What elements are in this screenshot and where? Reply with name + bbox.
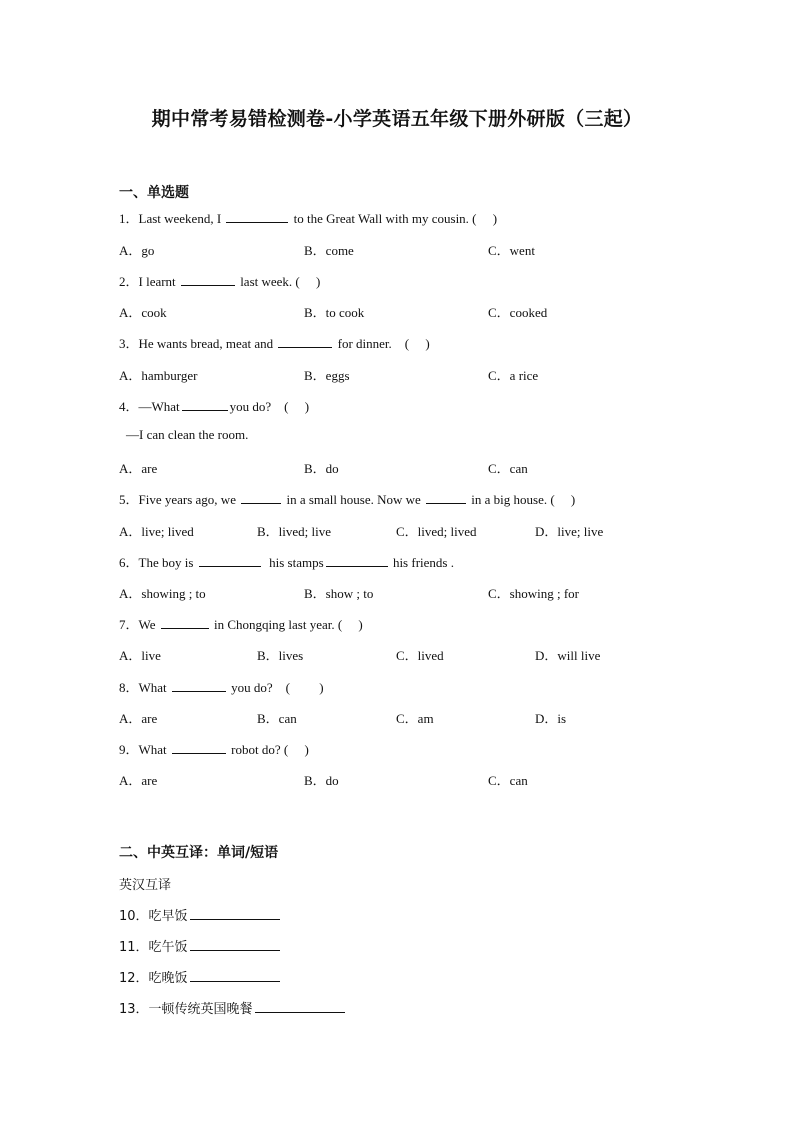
answer-blank[interactable]	[190, 938, 280, 951]
answer-blank[interactable]	[226, 210, 288, 223]
answer-blank[interactable]	[426, 491, 466, 504]
question-text: in Chongqing last year. ( )	[214, 617, 363, 632]
question-text: in a small house. Now we	[286, 492, 421, 507]
question-text: robot do? ( )	[231, 742, 309, 757]
option-a[interactable]: A．hamburger	[119, 368, 198, 383]
option-b[interactable]: B．lived; live	[257, 524, 332, 539]
answer-blank[interactable]	[190, 907, 280, 920]
question-6	[119, 552, 454, 571]
option-c[interactable]: C．am	[396, 711, 434, 726]
item-text: 13．一顿传统英国晚餐	[119, 1002, 253, 1017]
option-a[interactable]: A．live; lived	[119, 524, 194, 539]
option-d[interactable]: D．will live	[535, 648, 601, 663]
question-text: 4．—What	[119, 399, 180, 414]
translation-item-12	[119, 967, 282, 986]
option-a[interactable]: A．are	[119, 711, 158, 726]
translation-item-13	[119, 998, 347, 1017]
answer-blank[interactable]	[182, 398, 228, 411]
question-text: 6．The boy is	[119, 555, 194, 570]
answer-blank[interactable]	[199, 554, 261, 567]
question-text: his stamps	[269, 555, 324, 570]
option-c[interactable]: C．a rice	[488, 368, 539, 383]
option-a[interactable]: A．are	[119, 461, 158, 476]
question-4	[119, 396, 309, 415]
answer-blank[interactable]	[172, 741, 226, 754]
answer-blank[interactable]	[241, 491, 281, 504]
item-text: 11．吃午饭	[119, 940, 188, 955]
section-subheading: 英汉互译	[119, 878, 172, 893]
translation-item-11	[119, 936, 282, 955]
option-a[interactable]: A．go	[119, 243, 155, 258]
question-text: 8．What	[119, 680, 167, 695]
translation-item-10	[119, 905, 282, 924]
question-1	[119, 208, 497, 227]
answer-blank[interactable]	[181, 273, 235, 286]
question-text: his friends .	[392, 555, 454, 570]
option-b[interactable]: B．do	[304, 461, 339, 476]
question-text: 1．Last weekend, I	[119, 211, 222, 226]
question-text: 3．He wants bread, meat and	[119, 336, 274, 351]
section-heading-single-choice: 一、单选题	[119, 185, 189, 201]
answer-blank[interactable]	[161, 616, 209, 629]
question-text: for dinner. ( )	[337, 336, 430, 351]
question-text: last week. ( )	[240, 274, 321, 289]
option-c[interactable]: C．lived	[396, 648, 444, 663]
option-b[interactable]: B．eggs	[304, 368, 350, 383]
question-text: 2．I learnt	[119, 274, 176, 289]
question-text: to the Great Wall with my cousin. ( )	[293, 211, 498, 226]
answer-blank[interactable]	[172, 679, 226, 692]
answer-blank[interactable]	[190, 969, 280, 982]
question-3	[119, 333, 430, 352]
question-text: you do? ( )	[231, 680, 324, 695]
section-heading-translation: 二、中英互译：单词/短语	[119, 845, 279, 861]
question-5	[119, 489, 575, 508]
question-9	[119, 739, 309, 758]
question-7	[119, 614, 363, 633]
question-4-response: —I can clean the room.	[126, 427, 249, 442]
option-c[interactable]: C．cooked	[488, 305, 548, 320]
item-text: 10．吃早饭	[119, 909, 188, 924]
option-b[interactable]: B．come	[304, 243, 354, 258]
option-d[interactable]: D．is	[535, 711, 567, 726]
page-title: 期中常考易错检测卷-小学英语五年级下册外研版（三起）	[151, 108, 643, 130]
option-a[interactable]: A．cook	[119, 305, 167, 320]
option-b[interactable]: B．to cook	[304, 305, 365, 320]
question-text: 7．We	[119, 617, 156, 632]
option-a[interactable]: A．live	[119, 648, 161, 663]
question-text: you do? ( )	[229, 399, 310, 414]
option-d[interactable]: D．live; live	[535, 524, 604, 539]
question-8	[119, 677, 324, 696]
option-c[interactable]: C．can	[488, 461, 528, 476]
option-c[interactable]: C．can	[488, 773, 528, 788]
answer-blank[interactable]	[255, 1000, 345, 1013]
option-c[interactable]: C．showing ; for	[488, 586, 580, 601]
question-text: 5．Five years ago, we	[119, 492, 236, 507]
answer-blank[interactable]	[326, 554, 388, 567]
option-b[interactable]: B．do	[304, 773, 339, 788]
answer-blank[interactable]	[278, 335, 332, 348]
option-c[interactable]: C．went	[488, 243, 535, 258]
option-a[interactable]: A．showing ; to	[119, 586, 206, 601]
question-2	[119, 271, 320, 290]
option-b[interactable]: B．show ; to	[304, 586, 374, 601]
option-a[interactable]: A．are	[119, 773, 158, 788]
option-b[interactable]: B．lives	[257, 648, 304, 663]
question-text: 9．What	[119, 742, 167, 757]
option-c[interactable]: C．lived; lived	[396, 524, 477, 539]
option-b[interactable]: B．can	[257, 711, 297, 726]
question-text: in a big house. ( )	[471, 492, 576, 507]
item-text: 12．吃晚饭	[119, 971, 188, 986]
